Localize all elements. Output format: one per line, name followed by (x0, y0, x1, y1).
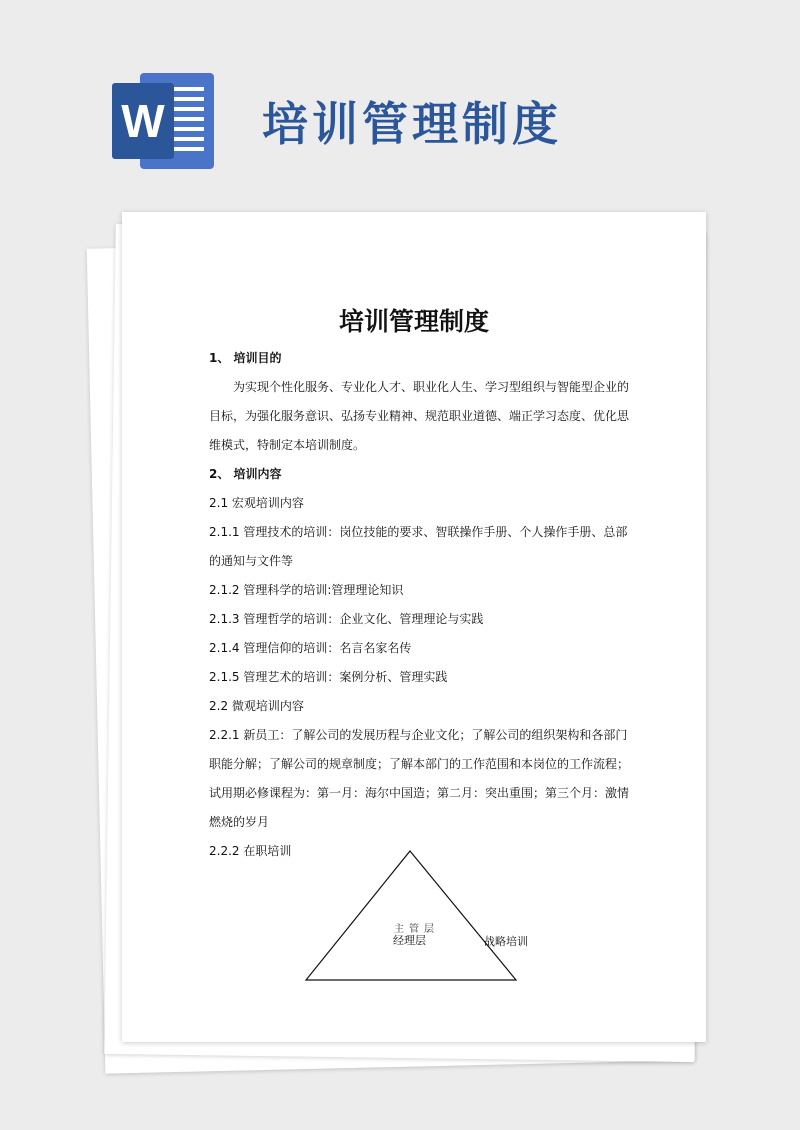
document-paragraph: 1、 培训目的 (209, 351, 282, 365)
hierarchy-triangle-diagram (304, 849, 544, 989)
document-paragraph: 2、 培训内容 (209, 467, 282, 481)
document-paragraph: 2.1.5 管理艺术的培训：案例分析、管理实践 (209, 670, 448, 684)
word-document-icon (112, 73, 214, 169)
triangle-label-top: 主管层 (394, 924, 439, 935)
triangle-shape (304, 849, 544, 989)
document-paragraph: 2.1.3 管理哲学的培训：企业文化、管理理论与实践 (209, 612, 484, 626)
document-paragraph: 2.1.2 管理科学的培训:管理理论知识 (209, 583, 404, 597)
document-paragraph: 2.1.1 管理技术的培训：岗位技能的要求、智联操作手册、个人操作手册、总部的通知与文件等 (209, 525, 628, 568)
document-page (122, 212, 706, 1042)
document-paragraph: 2.2.2 在职培训 (209, 844, 292, 858)
document-paragraph: 2.1.4 管理信仰的培训：名言名家名传 (209, 641, 412, 655)
word-icon-letter: W (112, 83, 174, 159)
document-body (209, 344, 629, 866)
document-title: 培训管理制度 (338, 307, 489, 336)
triangle-label-bottom: 经理层 (393, 934, 426, 947)
document-paragraph: 2.1 宏观培训内容 (209, 496, 304, 510)
document-paragraph: 2.2.1 新员工：了解公司的发展历程与企业文化；了解公司的组织架构和各部门职能分解；了解公司的规章制度；了解本部门的工作范围和本岗位的工作流程；试用期必修课程为：第一月：海尔中国造；第二月：突出重围；第三个月：激情燃烧的岁月 (209, 728, 630, 829)
diagram-side-label: 战略培训 (484, 935, 528, 948)
header-banner (0, 0, 800, 200)
header-title: 培训管理制度 (262, 97, 562, 151)
document-paragraph: 为实现个性化服务、专业化人才、职业化人生、学习型组织与智能型企业的目标，为强化服务意识、弘扬专业精神、规范职业道德、端正学习态度、优化思维模式，特制定本培训制度。 (209, 380, 630, 452)
document-paragraph: 2.2 微观培训内容 (209, 699, 304, 713)
